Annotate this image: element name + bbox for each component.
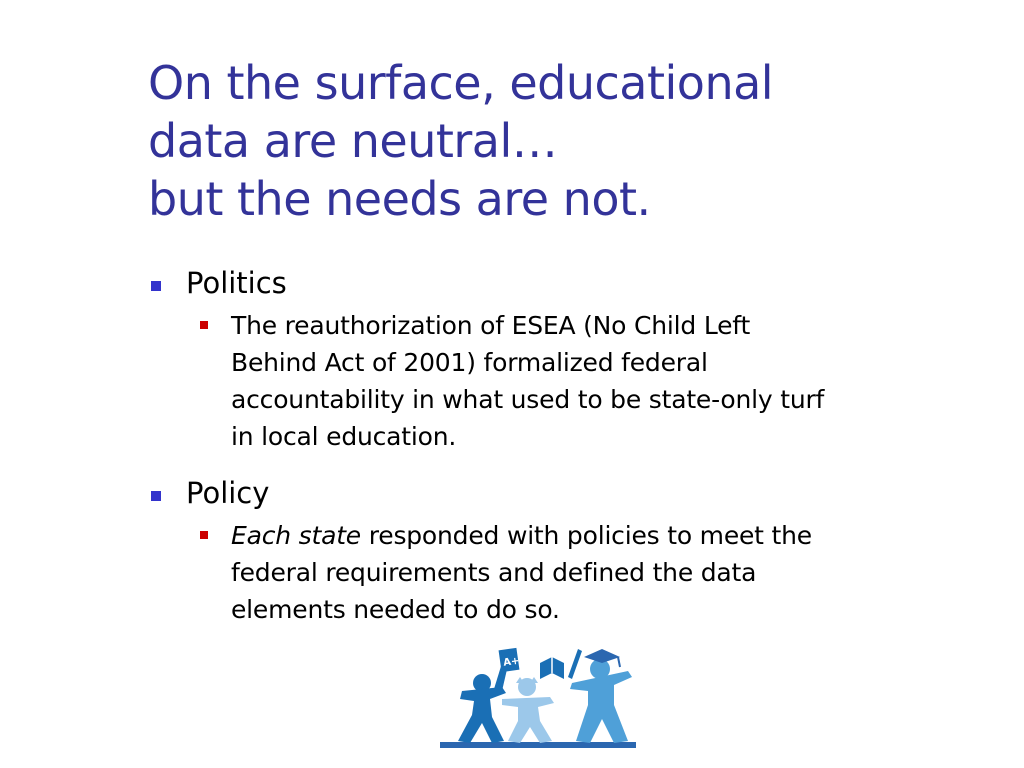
sub-bullet-line: accountability in what used to be state-only turf: [231, 385, 825, 414]
sub-bullet-text: responded with policies to meet the: [360, 521, 812, 550]
title-line-2: data are neutral…: [148, 114, 558, 168]
bullet-group-politics: [148, 263, 978, 455]
sub-bullet-line: federal requirements and defined the data: [231, 558, 757, 587]
square-bullet-icon: [200, 531, 208, 539]
square-bullet-icon: [151, 281, 161, 291]
sub-bullet-item-esea: [148, 307, 978, 455]
svg-text:A+: A+: [502, 655, 521, 669]
a-plus-paper-icon: [499, 648, 521, 672]
slide-title: [148, 54, 968, 228]
pencil-icon: [568, 649, 582, 679]
bullet-label: Policy: [186, 476, 270, 510]
sub-bullet-line: in local education.: [231, 422, 457, 451]
emphasis-text: Each state: [231, 521, 361, 550]
right-figure-icon: [570, 659, 632, 743]
title-line-3: but the needs are not.: [148, 172, 651, 226]
sub-bullet-line: [231, 517, 978, 554]
education-logo: [432, 643, 644, 751]
bullet-item-policy: [148, 473, 978, 513]
bullet-label: Politics: [186, 266, 287, 300]
square-bullet-icon: [151, 491, 161, 501]
logo-base-bar: [440, 742, 636, 748]
bullet-item-politics: [148, 263, 978, 303]
sub-bullet-line: The reauthorization of ESEA (No Child Left: [231, 311, 751, 340]
sub-bullet-line: elements needed to do so.: [231, 595, 560, 624]
middle-figure-icon: [502, 677, 554, 743]
square-bullet-icon: [200, 321, 208, 329]
bullet-group-policy: [148, 473, 978, 628]
sub-bullet-item-each-state: [148, 517, 978, 628]
sub-bullet-line: Behind Act of 2001) formalized federal: [231, 348, 708, 377]
book-icon: [540, 657, 564, 679]
bullet-list: [148, 263, 978, 628]
left-figure-icon: [458, 663, 508, 743]
title-line-1: On the surface, educational: [148, 56, 774, 110]
